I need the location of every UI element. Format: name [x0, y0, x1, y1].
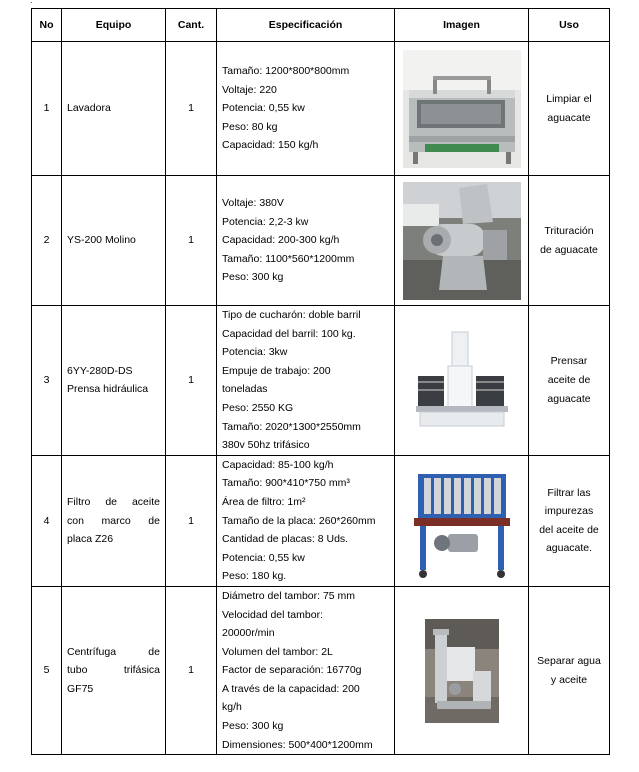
spec-line: Factor de separación: 16770g — [222, 664, 362, 677]
spec-line: Tipo de cucharón: doble barril — [222, 309, 361, 321]
usage-line: y aceite — [550, 673, 588, 686]
usage — [529, 42, 610, 176]
spec-line: Empuje de trabajo: 200 — [222, 364, 331, 377]
usage-line: Trituración — [544, 224, 594, 237]
equipment-name — [62, 455, 166, 586]
spec-line: Capacidad del barril: 100 kg. — [222, 327, 356, 340]
hydraulic-press-photo — [414, 330, 510, 430]
table-row — [32, 306, 610, 456]
specification — [217, 455, 395, 586]
quantity: 1 — [166, 176, 217, 306]
header-imagen: Imagen — [395, 9, 529, 42]
equipment-name-line: Filtro de aceite — [67, 495, 160, 508]
equipment-name-line: placa Z26 — [67, 533, 114, 546]
equipment-name-line: GF75 — [67, 682, 94, 695]
usage-line: de aguacate — [540, 243, 598, 256]
spec-line: Voltaje: 380V — [222, 197, 284, 210]
spec-line: Volumen del tambor: 2L — [222, 645, 333, 658]
spec-line: Potencia: 3kw — [222, 346, 288, 359]
spec-line: Diámetro del tambor: 75 mm — [222, 589, 356, 602]
image-cell — [395, 176, 529, 306]
usage-line: aguacate — [547, 392, 591, 405]
quantity: 1 — [166, 455, 217, 586]
row-number: 4 — [32, 455, 62, 586]
spec-line: toneladas — [222, 383, 268, 396]
header-uso: Uso — [529, 9, 610, 42]
equipment-name — [62, 306, 166, 456]
spec-line: Capacidad: 200-300 kg/h — [222, 234, 340, 247]
spec-line: Voltaje: 220 — [222, 83, 277, 96]
spec-line: Peso: 80 kg — [222, 120, 278, 133]
spec-line: Potencia: 2,2-3 kw — [222, 215, 309, 228]
row-number: 1 — [32, 42, 62, 176]
equipment-name-line: Lavadora — [67, 102, 111, 115]
row-number: 2 — [32, 176, 62, 306]
spec-line: Tamaño de la placa: 260*260mm — [222, 514, 376, 527]
spec-line: Tamaño: 1200*800*800mm — [222, 65, 350, 78]
spec-line: Cantidad de placas: 8 Uds. — [222, 533, 349, 546]
image-cell — [395, 42, 529, 176]
spec-line: Dimensiones: 500*400*1200mm — [222, 738, 373, 751]
spec-line: Tamaño: 1100*560*1200mm — [222, 252, 355, 265]
header-row — [32, 9, 610, 42]
spec-line: Capacidad: 85-100 kg/h — [222, 458, 334, 471]
header-cant: Cant. — [166, 9, 217, 42]
usage-line: Prensar — [550, 355, 588, 368]
spec-line: Tamaño: 2020*1300*2550mm — [222, 420, 361, 433]
spec-line: Peso: 300 kg — [222, 271, 284, 284]
usage-line: del aceite de — [539, 523, 599, 536]
table-row — [32, 176, 610, 306]
row-number: 5 — [32, 586, 62, 754]
specification — [217, 176, 395, 306]
quantity: 1 — [166, 42, 217, 176]
washing-machine-photo — [403, 50, 521, 168]
usage — [529, 586, 610, 754]
spec-line: Área de filtro: 1m² — [222, 495, 306, 508]
usage-line: aceite de — [547, 374, 591, 387]
image-cell — [395, 455, 529, 586]
usage-line: aguacate — [547, 111, 591, 124]
quantity: 1 — [166, 306, 217, 456]
header-especificacion: Especificación — [217, 9, 395, 42]
usage — [529, 176, 610, 306]
spec-line: Peso: 180 kg. — [222, 570, 287, 583]
usage-line: Limpiar el — [546, 92, 592, 105]
header-equipo: Equipo — [62, 9, 166, 42]
quantity: 1 — [166, 586, 217, 754]
corner-mark: · — [30, 0, 33, 7]
equipment-name-line: YS-200 Molino — [67, 234, 136, 247]
centrifuge-photo — [425, 619, 499, 723]
equipment-name — [62, 176, 166, 306]
usage-line: Filtrar las — [547, 486, 591, 499]
spec-line: Peso: 300 kg — [222, 720, 284, 733]
spec-line: 20000r/min — [222, 627, 275, 640]
image-cell — [395, 306, 529, 456]
equipment-name — [62, 586, 166, 754]
spec-line: Velocidad del tambor: — [222, 608, 323, 621]
table-row — [32, 42, 610, 176]
usage-line: impurezas — [544, 505, 594, 518]
usage — [529, 455, 610, 586]
header-no: No — [32, 9, 62, 42]
plate-filter-photo — [412, 462, 512, 580]
mill-photo — [403, 182, 521, 300]
equipment-name-line: Centrífuga de — [67, 645, 160, 658]
spec-line: 380v 50hz trifásico — [222, 439, 310, 452]
usage-line: Separar agua — [537, 654, 601, 667]
equipment-name — [62, 42, 166, 176]
spec-line: A través de la capacidad: 200 — [222, 682, 360, 695]
spec-line: Tamaño: 900*410*750 mm³ — [222, 477, 350, 490]
spec-line: Peso: 2550 KG — [222, 401, 294, 414]
equipment-name-line: con marco de — [67, 514, 160, 527]
row-number: 3 — [32, 306, 62, 456]
equipment-name-line: tubo trifásica — [67, 664, 160, 677]
specification — [217, 586, 395, 754]
spec-line: Potencia: 0,55 kw — [222, 551, 305, 564]
image-cell — [395, 586, 529, 754]
specification — [217, 306, 395, 456]
equipment-table — [31, 8, 610, 755]
usage — [529, 306, 610, 456]
spec-line: kg/h — [222, 701, 242, 714]
equipment-name-line: 6YY-280D-DS — [67, 364, 133, 377]
specification — [217, 42, 395, 176]
spec-line: Capacidad: 150 kg/h — [222, 139, 319, 152]
usage-line: aguacate. — [545, 542, 593, 555]
spec-line: Potencia: 0,55 kw — [222, 102, 305, 115]
equipment-name-line: Prensa hidráulica — [67, 383, 149, 396]
table-row — [32, 455, 610, 586]
table-row — [32, 586, 610, 754]
